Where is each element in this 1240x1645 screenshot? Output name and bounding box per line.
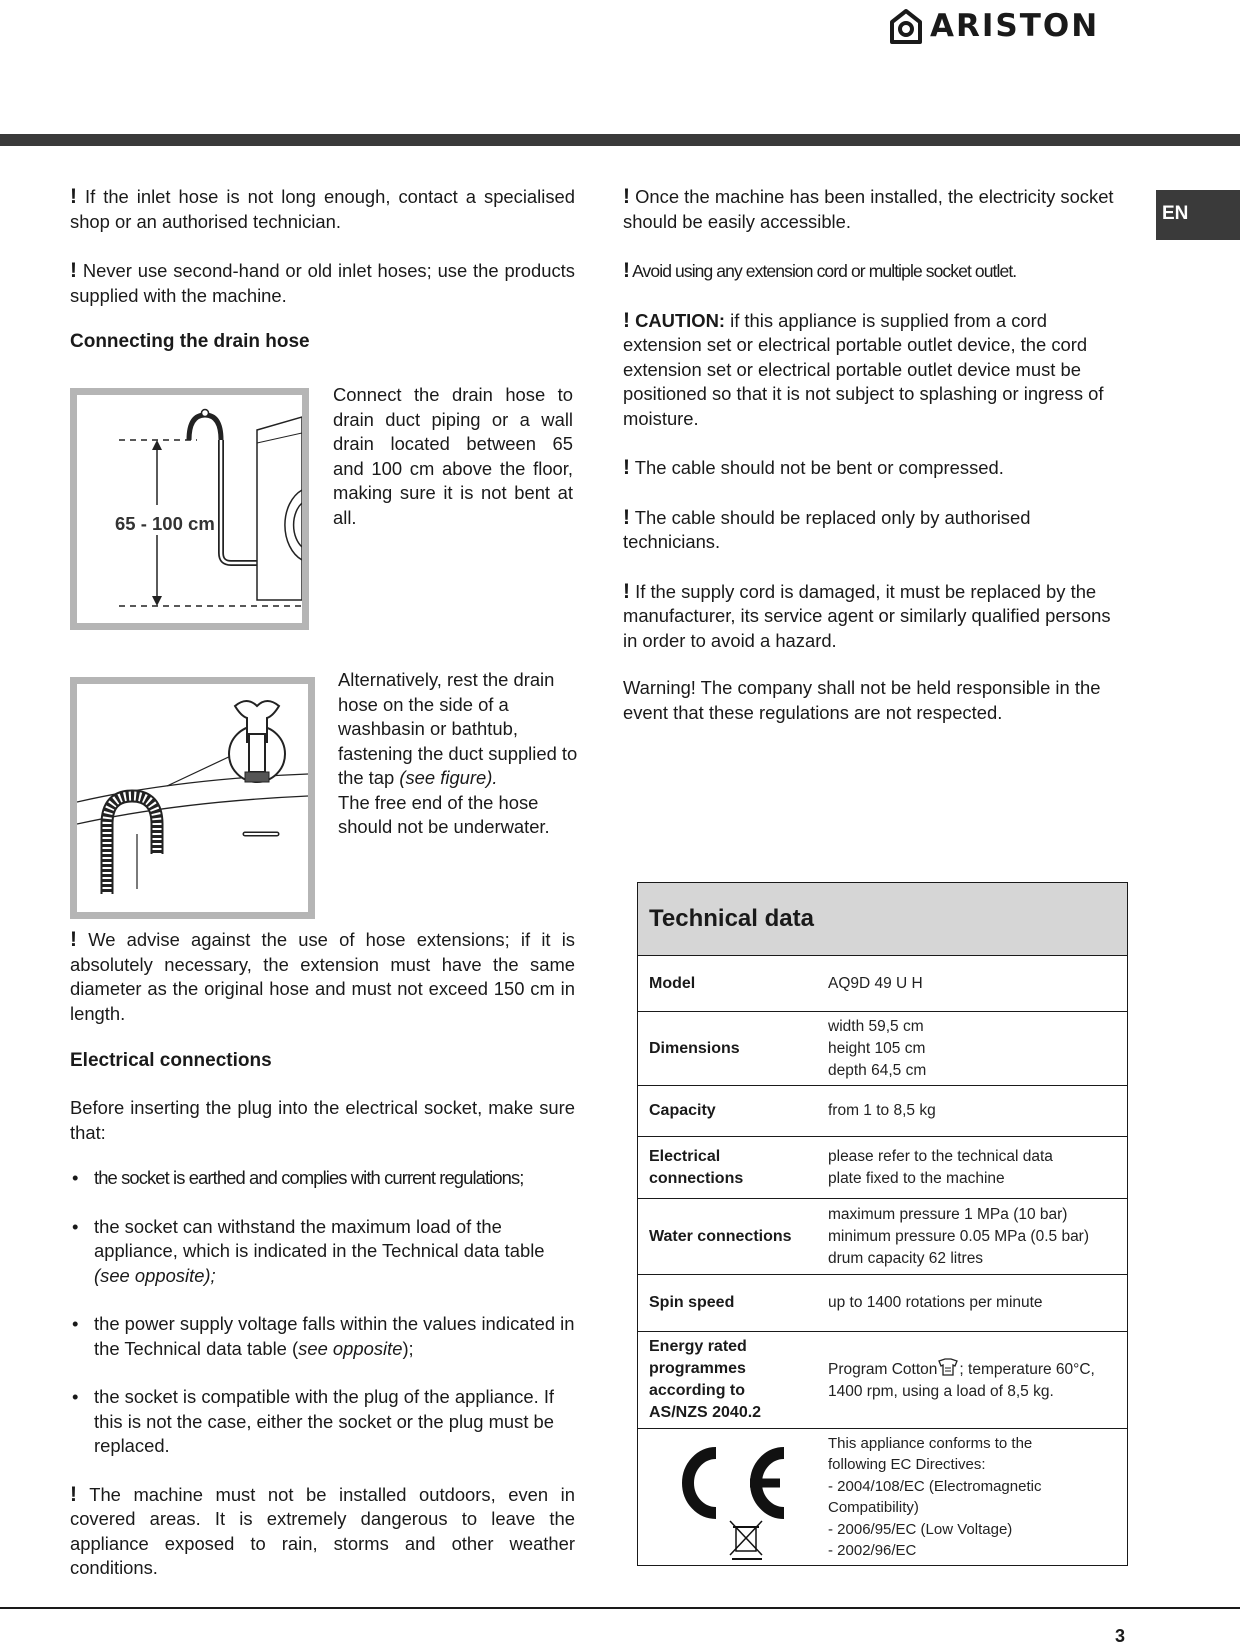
ce-weee-marks bbox=[638, 1429, 828, 1565]
heading-drain-hose: Connecting the drain hose bbox=[70, 331, 310, 352]
left-column bbox=[70, 185, 575, 353]
note-socket-accessible: ! Once the machine has been installed, the electricity socket should be easily accessible. bbox=[623, 185, 1114, 232]
note-extension-cord: ! Avoid using any extension cord or multiple socket outlet. bbox=[623, 259, 1017, 282]
language-tab: EN bbox=[1156, 190, 1240, 240]
house-logo-icon bbox=[888, 8, 924, 44]
washbasin-instruction-text: Alternatively, rest the drain hose on the side of a washbasin or bathtub, fastening the duct supplied to the tap (see figure). The free end of the hose should not be underwater. bbox=[338, 669, 578, 837]
cotton-program-icon bbox=[937, 1358, 959, 1376]
note-cable-replaced: ! The cable should be replaced only by authorised technicians. bbox=[623, 505, 1031, 552]
ariston-logo bbox=[888, 6, 1099, 46]
header-bar bbox=[0, 134, 1240, 146]
table-title: Technical data bbox=[638, 883, 1127, 956]
washbasin-illustration bbox=[77, 684, 308, 912]
row-label: Electrical connections bbox=[649, 1147, 744, 1187]
row-label: Spin speed bbox=[649, 1294, 735, 1311]
ce-directives-text: This appliance conforms to the following EC Directives: - 2004/108/EC (Electromagnetic Compatibility) - 2006/95/EC (Low Voltage) - 2002/96/EC bbox=[828, 1434, 1042, 1559]
warning-text: Warning! The company shall not be held responsible in the event that these regulations are not respected. bbox=[623, 677, 1101, 723]
note-outdoors: ! The machine must not be installed outdoors, even in covered areas. It is extremely dangerous to leave the appliance exposed to rain, storms and other weather conditions. bbox=[70, 1482, 575, 1578]
page-number: 3 bbox=[1115, 1626, 1126, 1645]
list-item: • the socket is compatible with the plug of the appliance. If this is not the case, either the socket or the plug must be replaced. bbox=[70, 1385, 575, 1459]
row-value: Program Cotton ; temperature 60°C, 1400 rpm, using a load of 8,5 kg. bbox=[828, 1332, 1127, 1428]
drain-height-illustration bbox=[77, 395, 302, 623]
height-range-label: 65 - 100 cm bbox=[115, 513, 215, 534]
note-cable-bent: ! The cable should not be bent or compressed. bbox=[623, 456, 1004, 479]
right-column bbox=[623, 185, 1118, 725]
table-row bbox=[638, 1275, 1127, 1332]
list-item: • the power supply voltage falls within the values indicated in the Technical data table (see opposite); bbox=[70, 1312, 575, 1361]
table-row bbox=[638, 956, 1127, 1012]
row-label: Energy rated programmes according to AS/NZS 2040.2 bbox=[649, 1338, 762, 1421]
table-row bbox=[638, 1086, 1127, 1137]
table-row bbox=[638, 1332, 1127, 1429]
row-label: Dimensions bbox=[649, 1039, 740, 1057]
row-value: width 59,5 cm height 105 cm depth 64,5 cm bbox=[828, 1017, 927, 1079]
weee-bin-icon bbox=[730, 1521, 762, 1555]
table-row bbox=[638, 1137, 1127, 1199]
electrical-checklist bbox=[70, 1166, 575, 1459]
list-item: • the socket is earthed and complies with current regulations; bbox=[70, 1166, 575, 1191]
note-secondhand-hoses: ! Never use second-hand or old inlet hoses; use the products supplied with the machine. bbox=[70, 259, 575, 306]
ce-mark-icon bbox=[664, 1435, 814, 1560]
drain-instruction-text: Connect the drain hose to drain duct piping or a wall drain located between 65 and 100 cm above the floor, making sure it is not bent at all. bbox=[333, 384, 573, 528]
row-value: up to 1400 rotations per minute bbox=[828, 1294, 1043, 1311]
left-lower-column bbox=[70, 928, 575, 1581]
drain-height-figure bbox=[70, 388, 309, 630]
footer-rule bbox=[0, 1607, 1240, 1609]
note-hose-extensions: ! We advise against the use of hose extensions; if it is absolutely necessary, the extension must have the same diameter as the original hose and must not exceed 150 cm in length. bbox=[70, 928, 575, 1024]
electrical-intro: Before inserting the plug into the electrical socket, make sure that: bbox=[70, 1097, 575, 1143]
row-value: AQ9D 49 U H bbox=[828, 974, 923, 992]
row-value: maximum pressure 1 MPa (10 bar) minimum pressure 0.05 MPa (0.5 bar) drum capacity 62 litres bbox=[828, 1205, 1090, 1267]
table-row bbox=[638, 1012, 1127, 1086]
row-label: Water connections bbox=[649, 1227, 792, 1245]
table-row bbox=[638, 1199, 1127, 1275]
heading-electrical-connections: Electrical connections bbox=[70, 1050, 272, 1071]
table-row bbox=[638, 1429, 1127, 1565]
washbasin-drain-figure bbox=[70, 677, 315, 919]
technical-data-table bbox=[637, 882, 1128, 1566]
note-supply-cord: ! If the supply cord is damaged, it must be replaced by the manufacturer, its service agent or similarly qualified persons in order to avoid a hazard. bbox=[623, 579, 1111, 651]
row-value: from 1 to 8,5 kg bbox=[828, 1102, 936, 1119]
note-inlet-length: ! If the inlet hose is not long enough, contact a specialised shop or an authorised technician. bbox=[70, 185, 575, 232]
row-value: please refer to the technical data plate fixed to the machine bbox=[828, 1147, 1053, 1187]
row-label: Capacity bbox=[649, 1102, 716, 1119]
row-label: Model bbox=[649, 974, 696, 992]
list-item: • the socket can withstand the maximum load of the appliance, which is indicated in the Technical data table (see opposite); bbox=[70, 1215, 575, 1289]
brand-name: ARISTON bbox=[930, 8, 1100, 44]
note-caution: ! CAUTION: if this appliance is supplied from a cord extension set or electrical portable outlet device, the cord extension set or electrical portable outlet device must be positioned so that it is not subject to splashing or ingress of moisture. bbox=[623, 308, 1104, 429]
